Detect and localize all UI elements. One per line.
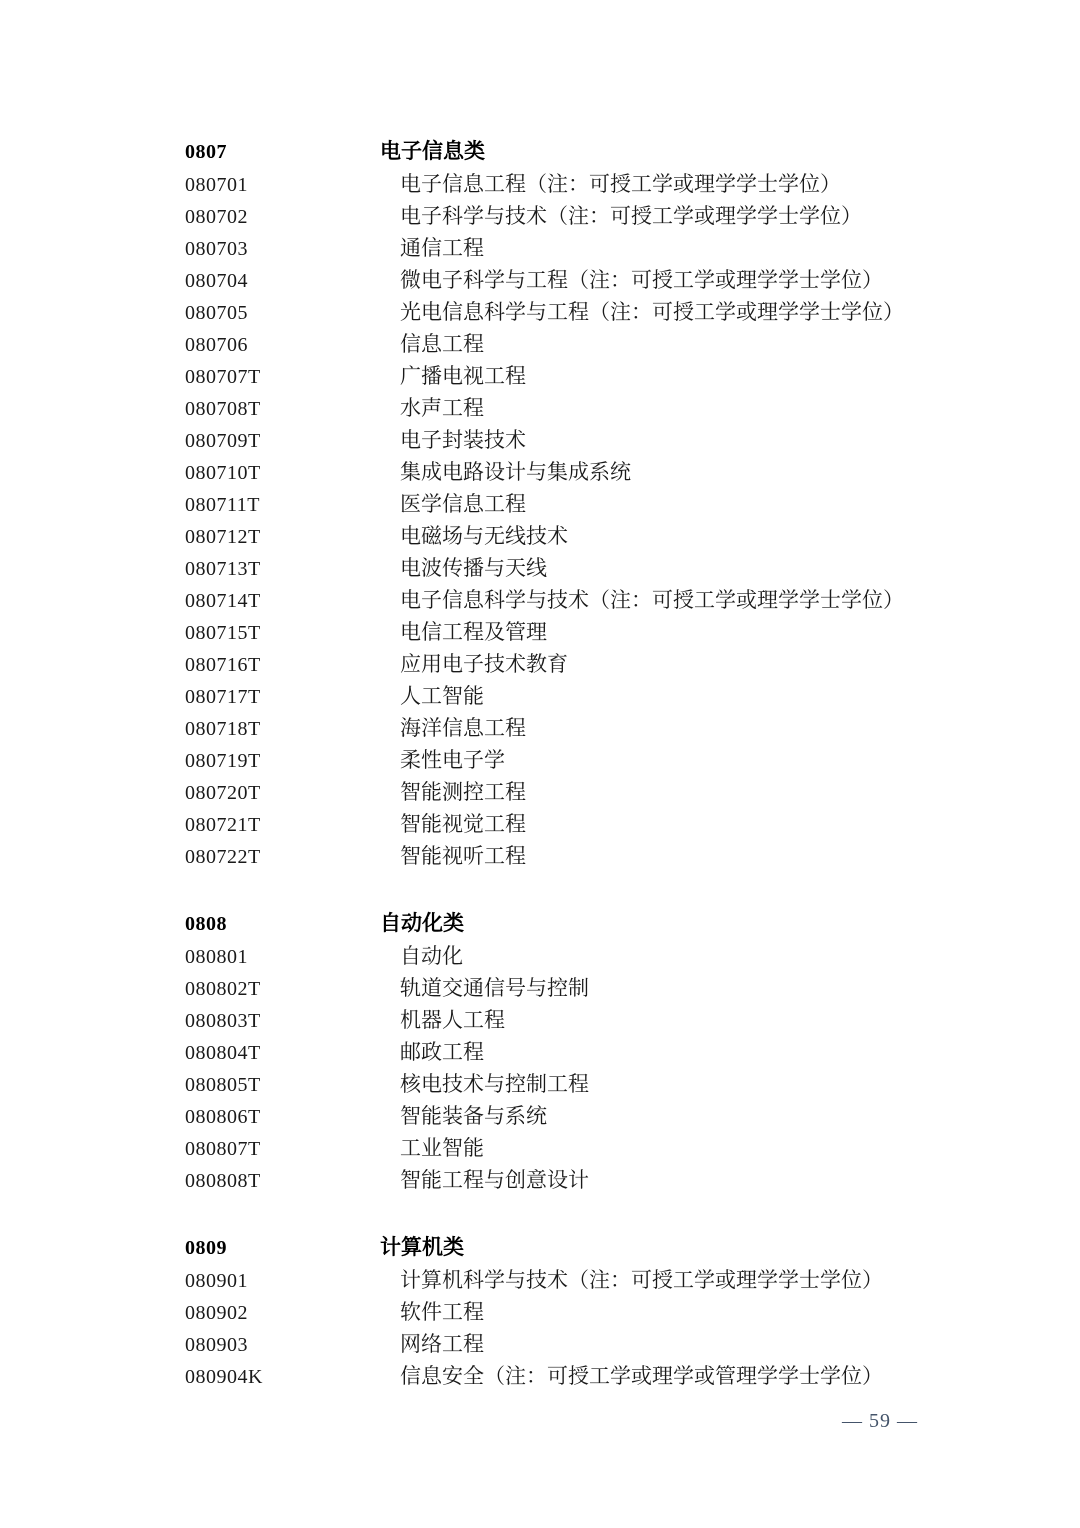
major-code: 080806T <box>185 1106 261 1128</box>
major-code: 080901 <box>185 1270 248 1292</box>
major-name: 电子科学与技术（注：可授工学或理学学士学位） <box>400 204 862 228</box>
category-code: 0808 <box>185 913 227 935</box>
major-code: 080717T <box>185 686 261 708</box>
major-code: 080904K <box>185 1366 263 1388</box>
category-name: 计算机类 <box>380 1236 464 1259</box>
major-name: 电子信息科学与技术（注：可授工学或理学学士学位） <box>400 588 904 612</box>
major-row <box>185 168 945 200</box>
major-row <box>185 808 945 840</box>
major-name: 医学信息工程 <box>400 492 526 516</box>
major-row <box>185 488 945 520</box>
major-row <box>185 392 945 424</box>
major-name: 工业智能 <box>400 1136 484 1160</box>
category-header-row <box>185 136 945 168</box>
major-catalog-list <box>185 136 945 1392</box>
major-name: 智能视听工程 <box>400 844 526 868</box>
major-name: 水声工程 <box>400 396 484 420</box>
major-name: 智能视觉工程 <box>400 812 526 836</box>
major-row <box>185 1164 945 1196</box>
major-name: 电磁场与无线技术 <box>400 524 568 548</box>
category-name: 自动化类 <box>380 912 464 935</box>
major-code: 080808T <box>185 1170 261 1192</box>
major-row <box>185 1100 945 1132</box>
major-row <box>185 776 945 808</box>
category-code: 0807 <box>185 141 227 163</box>
major-code: 080721T <box>185 814 261 836</box>
major-row <box>185 1328 945 1360</box>
major-row <box>185 1004 945 1036</box>
major-name: 邮政工程 <box>400 1040 484 1064</box>
category-header-row <box>185 1232 945 1264</box>
major-code: 080716T <box>185 654 261 676</box>
major-name: 计算机科学与技术（注：可授工学或理学学士学位） <box>400 1268 883 1292</box>
major-code: 080719T <box>185 750 261 772</box>
major-code: 080902 <box>185 1302 248 1324</box>
major-code: 080706 <box>185 334 248 356</box>
major-code: 080701 <box>185 174 248 196</box>
major-name: 集成电路设计与集成系统 <box>400 460 631 484</box>
major-name: 光电信息科学与工程（注：可授工学或理学学士学位） <box>400 300 904 324</box>
major-name: 机器人工程 <box>400 1008 505 1032</box>
major-name: 广播电视工程 <box>400 364 526 388</box>
major-code: 080720T <box>185 782 261 804</box>
major-row <box>185 584 945 616</box>
major-name: 智能装备与系统 <box>400 1104 547 1128</box>
major-row <box>185 648 945 680</box>
category-code: 0809 <box>185 1237 227 1259</box>
major-code: 080715T <box>185 622 261 644</box>
major-row <box>185 616 945 648</box>
major-code: 080703 <box>185 238 248 260</box>
major-row <box>185 940 945 972</box>
major-code: 080722T <box>185 846 261 868</box>
major-name: 智能工程与创意设计 <box>400 1168 589 1192</box>
major-name: 网络工程 <box>400 1332 484 1356</box>
major-row <box>185 972 945 1004</box>
major-code: 080708T <box>185 398 261 420</box>
major-name: 智能测控工程 <box>400 780 526 804</box>
major-code: 080710T <box>185 462 261 484</box>
major-code: 080702 <box>185 206 248 228</box>
major-code: 080802T <box>185 978 261 1000</box>
major-name: 电子信息工程（注：可授工学或理学学士学位） <box>400 172 841 196</box>
major-category-section <box>185 136 945 872</box>
category-header-row <box>185 908 945 940</box>
major-row <box>185 1132 945 1164</box>
major-code: 080704 <box>185 270 248 292</box>
major-code: 080803T <box>185 1010 261 1032</box>
major-row <box>185 840 945 872</box>
major-name: 信息安全（注：可授工学或理学或管理学学士学位） <box>400 1364 883 1388</box>
major-name: 通信工程 <box>400 236 484 260</box>
major-code: 080718T <box>185 718 261 740</box>
major-category-section <box>185 908 945 1196</box>
major-row <box>185 744 945 776</box>
major-row <box>185 1068 945 1100</box>
major-row <box>185 200 945 232</box>
major-code: 080807T <box>185 1138 261 1160</box>
major-row <box>185 328 945 360</box>
major-code: 080903 <box>185 1334 248 1356</box>
major-code: 080805T <box>185 1074 261 1096</box>
major-name: 电信工程及管理 <box>400 620 547 644</box>
major-row <box>185 264 945 296</box>
major-row <box>185 232 945 264</box>
major-row <box>185 1036 945 1068</box>
major-row <box>185 712 945 744</box>
major-category-section <box>185 1232 945 1392</box>
major-name: 柔性电子学 <box>400 748 505 772</box>
major-row <box>185 296 945 328</box>
major-name: 海洋信息工程 <box>400 716 526 740</box>
major-code: 080801 <box>185 946 248 968</box>
major-row <box>185 680 945 712</box>
major-row <box>185 360 945 392</box>
major-row <box>185 552 945 584</box>
major-code: 080714T <box>185 590 261 612</box>
major-code: 080713T <box>185 558 261 580</box>
major-name: 电波传播与天线 <box>400 556 547 580</box>
major-code: 080712T <box>185 526 261 548</box>
category-name: 电子信息类 <box>380 140 485 163</box>
major-row <box>185 1360 945 1392</box>
major-name: 电子封装技术 <box>400 428 526 452</box>
major-row <box>185 456 945 488</box>
major-code: 080705 <box>185 302 248 324</box>
major-name: 自动化 <box>400 944 463 968</box>
major-code: 080707T <box>185 366 261 388</box>
major-name: 软件工程 <box>400 1300 484 1324</box>
major-name: 信息工程 <box>400 332 484 356</box>
major-row <box>185 520 945 552</box>
major-row <box>185 1296 945 1328</box>
major-code: 080804T <box>185 1042 261 1064</box>
major-name: 轨道交通信号与控制 <box>400 976 589 1000</box>
major-name: 人工智能 <box>400 684 484 708</box>
major-name: 微电子科学与工程（注：可授工学或理学学士学位） <box>400 268 883 292</box>
major-row <box>185 424 945 456</box>
major-code: 080711T <box>185 494 260 516</box>
major-row <box>185 1264 945 1296</box>
major-code: 080709T <box>185 430 261 452</box>
page-number: — 59 — <box>842 1410 918 1432</box>
major-name: 应用电子技术教育 <box>400 652 568 676</box>
major-name: 核电技术与控制工程 <box>400 1072 589 1096</box>
